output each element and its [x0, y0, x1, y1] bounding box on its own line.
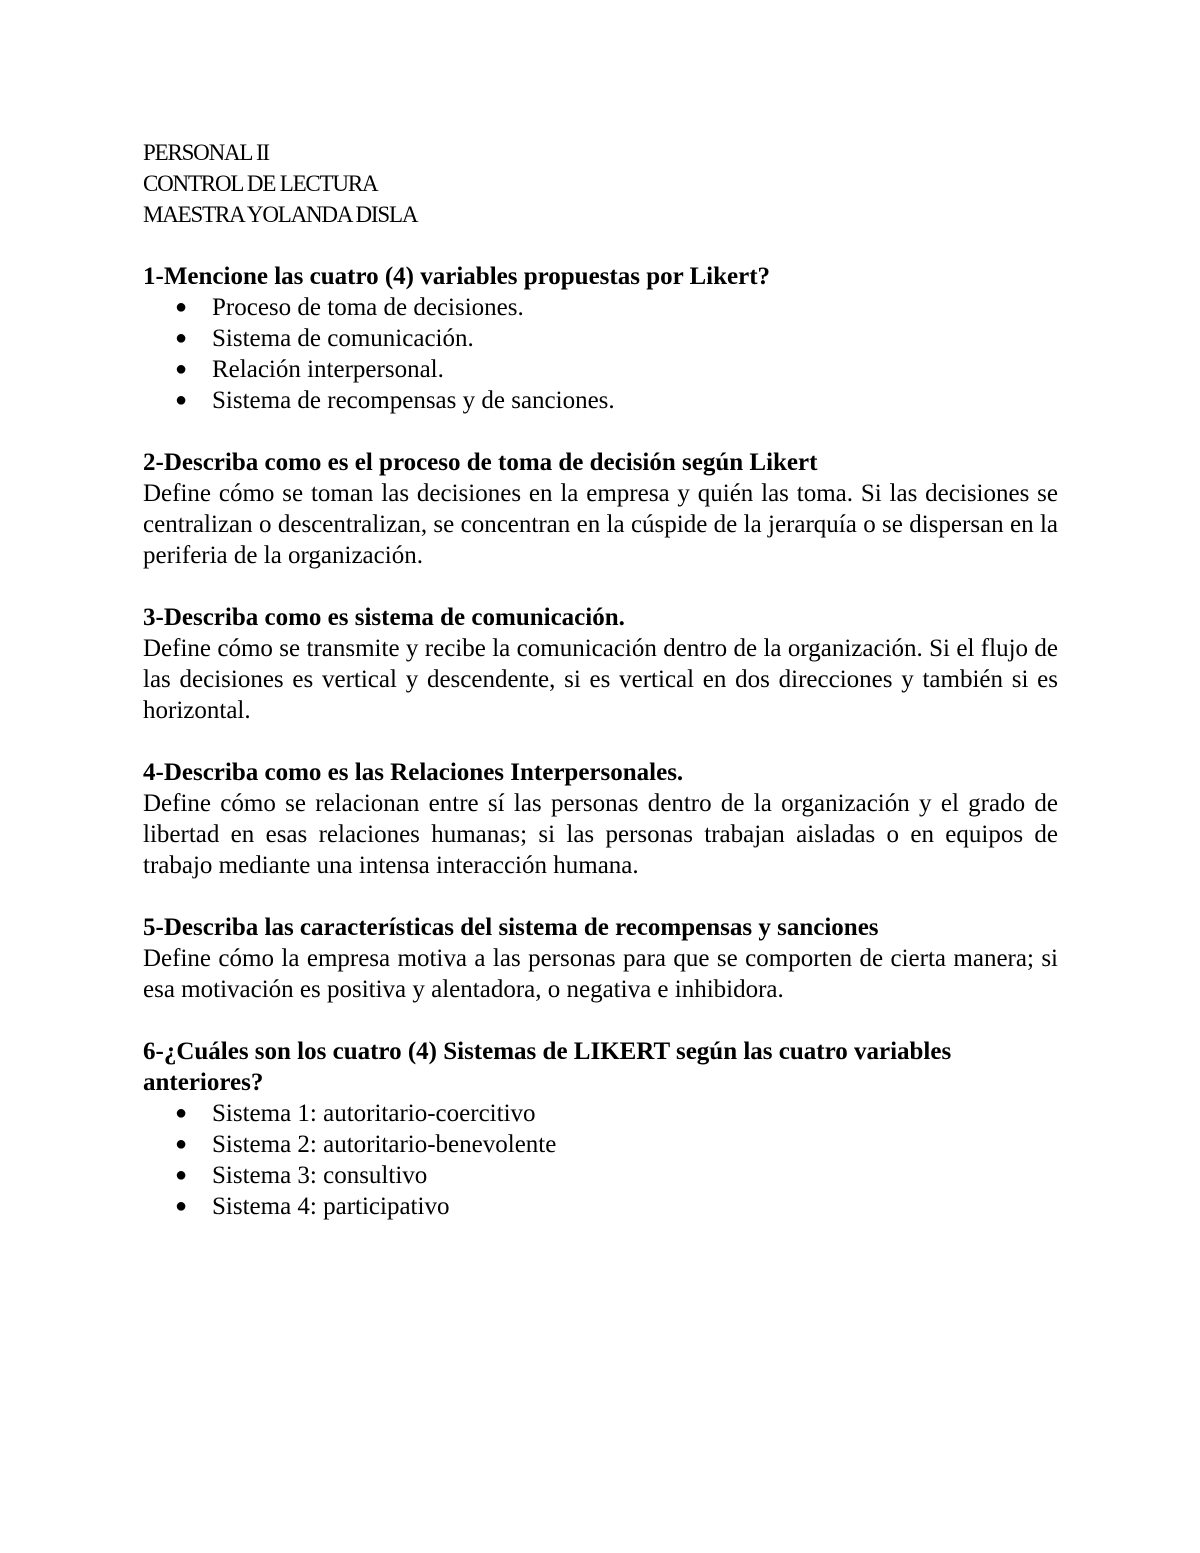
- bullet-icon: ●: [175, 1164, 188, 1186]
- answer-paragraph: Define cómo se transmite y recibe la comunicación dentro de la organización. Si el flujo de las decisiones es vertical y descendente, si es vertical en dos direcciones y también si es horizontal.: [143, 635, 1058, 724]
- question-heading: 1-Mencione las cuatro (4) variables propuestas por Likert?: [143, 263, 771, 290]
- question-heading: 6-¿Cuáles son los cuatro (4) Sistemas de LIKERT según las cuatro variables anteriores?: [143, 1038, 952, 1096]
- question-section-4: [143, 757, 1058, 881]
- bullet-icon: ●: [175, 1102, 188, 1124]
- document-header: [143, 137, 1058, 230]
- list-item: [175, 1160, 1058, 1191]
- answer-paragraph: Define cómo se toman las decisiones en la empresa y quién las toma. Si las decisiones se centralizan o descentralizan, se concentran en la cúspide de la jerarquía o se dispersan en la periferia de la organización.: [143, 480, 1058, 569]
- course-name: PERSONAL II: [143, 140, 269, 165]
- question-heading: 5-Describa las características del sistema de recompensas y sanciones: [143, 914, 879, 941]
- assignment-title: CONTROL DE LECTURA: [143, 171, 378, 196]
- question-heading: 4-Describa como es las Relaciones Interpersonales.: [143, 759, 684, 786]
- question-section-6: [143, 1036, 1058, 1222]
- bullet-list: [143, 292, 1058, 416]
- question-section-2: [143, 447, 1058, 571]
- bullet-icon: ●: [175, 1133, 188, 1155]
- teacher-name: MAESTRA YOLANDA DISLA: [143, 202, 418, 227]
- list-item-text: Sistema 4: participativo: [212, 1193, 450, 1220]
- list-item: [175, 1191, 1058, 1222]
- answer-paragraph: Define cómo se relacionan entre sí las personas dentro de la organización y el grado de libertad en esas relaciones humanas; si las personas trabajan aisladas o en equipos de trabajo mediante una intensa interacción humana.: [143, 790, 1058, 879]
- question-heading: 3-Describa como es sistema de comunicación.: [143, 604, 625, 631]
- list-item-text: Relación interpersonal.: [212, 356, 444, 383]
- bullet-icon: ●: [175, 389, 188, 411]
- list-item: [175, 323, 1058, 354]
- bullet-icon: ●: [175, 1195, 188, 1217]
- list-item-text: Proceso de toma de decisiones.: [212, 294, 524, 321]
- bullet-icon: ●: [175, 358, 188, 380]
- bullet-icon: ●: [175, 296, 188, 318]
- bullet-list: [143, 1098, 1058, 1222]
- question-section-5: [143, 912, 1058, 1005]
- list-item: [175, 292, 1058, 323]
- list-item-text: Sistema de comunicación.: [212, 325, 474, 352]
- list-item-text: Sistema de recompensas y de sanciones.: [212, 387, 615, 414]
- list-item: [175, 385, 1058, 416]
- question-heading: 2-Describa como es el proceso de toma de decisión según Likert: [143, 449, 818, 476]
- answer-paragraph: Define cómo la empresa motiva a las personas para que se comporten de cierta manera; si esa motivación es positiva y alentadora, o negativa e inhibidora.: [143, 945, 1058, 1003]
- document-page: [143, 137, 1058, 1253]
- question-section-3: [143, 602, 1058, 726]
- list-item: [175, 1129, 1058, 1160]
- list-item-text: Sistema 3: consultivo: [212, 1162, 428, 1189]
- list-item: [175, 354, 1058, 385]
- bullet-icon: ●: [175, 327, 188, 349]
- question-section-1: [143, 261, 1058, 416]
- list-item-text: Sistema 2: autoritario-benevolente: [212, 1131, 557, 1158]
- list-item: [175, 1098, 1058, 1129]
- list-item-text: Sistema 1: autoritario-coercitivo: [212, 1100, 536, 1127]
